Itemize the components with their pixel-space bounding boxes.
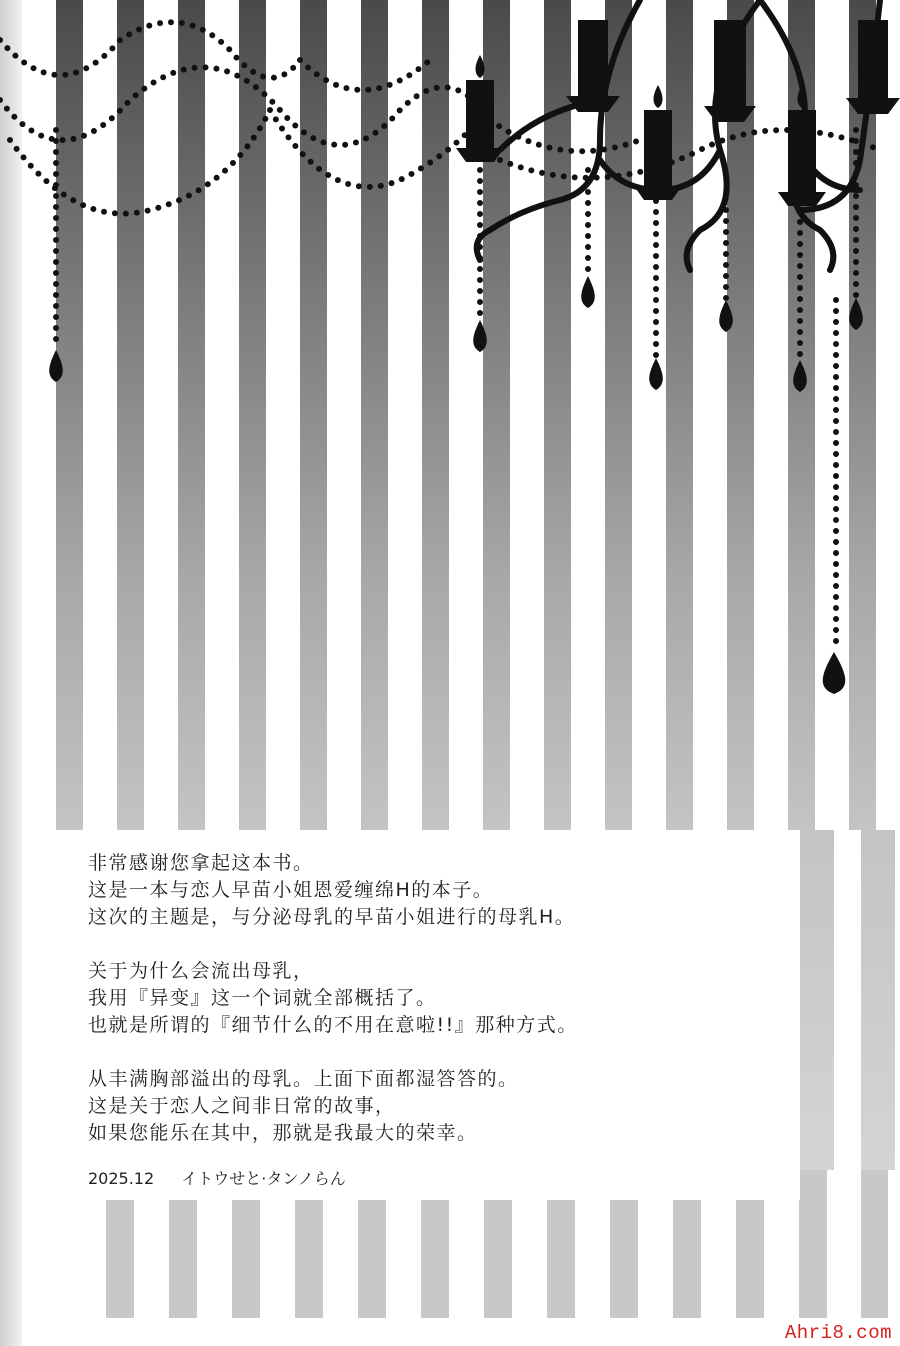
teardrop-pendant-icon	[719, 300, 733, 332]
bead-garland-icon	[300, 60, 430, 90]
signature-authors: イトウせと·タンノらん	[181, 1169, 346, 1188]
afterword-line: 如果您能乐在其中，那就是我最大的荣幸。	[88, 1122, 478, 1144]
afterword-line: 这次的主题是，与分泌母乳的早苗小姐进行的母乳H。	[88, 906, 576, 928]
afterword-line: 我用『异变』这一个词就全部概括了。	[88, 987, 437, 1009]
striped-background-bottom-right	[800, 1170, 900, 1318]
signature	[88, 1166, 368, 1189]
teardrop-pendant-icon	[823, 652, 846, 694]
afterword-line: 这是关于恋人之间非日常的故事，	[88, 1095, 396, 1117]
teardrop-pendant-icon	[849, 298, 863, 330]
bead-garland-icon	[270, 110, 470, 187]
bead-garland-icon	[500, 130, 880, 178]
teardrop-pendant-icon	[473, 320, 487, 352]
watermark: Ahri8.com	[784, 1322, 892, 1344]
bead-garland-icon	[0, 22, 300, 78]
bead-garland-icon	[0, 67, 490, 145]
signature-date: 2025.12	[88, 1169, 155, 1188]
afterword-line: 从丰满胸部溢出的母乳。上面下面都湿答答的。	[88, 1068, 519, 1090]
afterword-line: 也就是所谓的『细节什么的不用在意啦!!』那种方式。	[88, 1014, 578, 1036]
striped-background-bottom	[106, 1200, 806, 1318]
teardrop-pendant-icon	[649, 358, 663, 390]
teardrop-pendant-icon	[581, 276, 595, 308]
afterword-line: 这是一本与恋人早苗小姐恩爱缠绵H的本子。	[88, 879, 494, 901]
afterword-text	[88, 850, 788, 1147]
teardrop-pendant-icon	[793, 360, 807, 392]
candle-icon	[456, 20, 900, 206]
afterword-line: 非常感谢您拿起这本书。	[88, 852, 314, 874]
teardrop-pendant-icon	[49, 350, 63, 382]
striped-background-right	[800, 830, 900, 1170]
bead-garland-icon	[10, 110, 270, 214]
afterword-line: 关于为什么会流出母乳，	[88, 960, 314, 982]
